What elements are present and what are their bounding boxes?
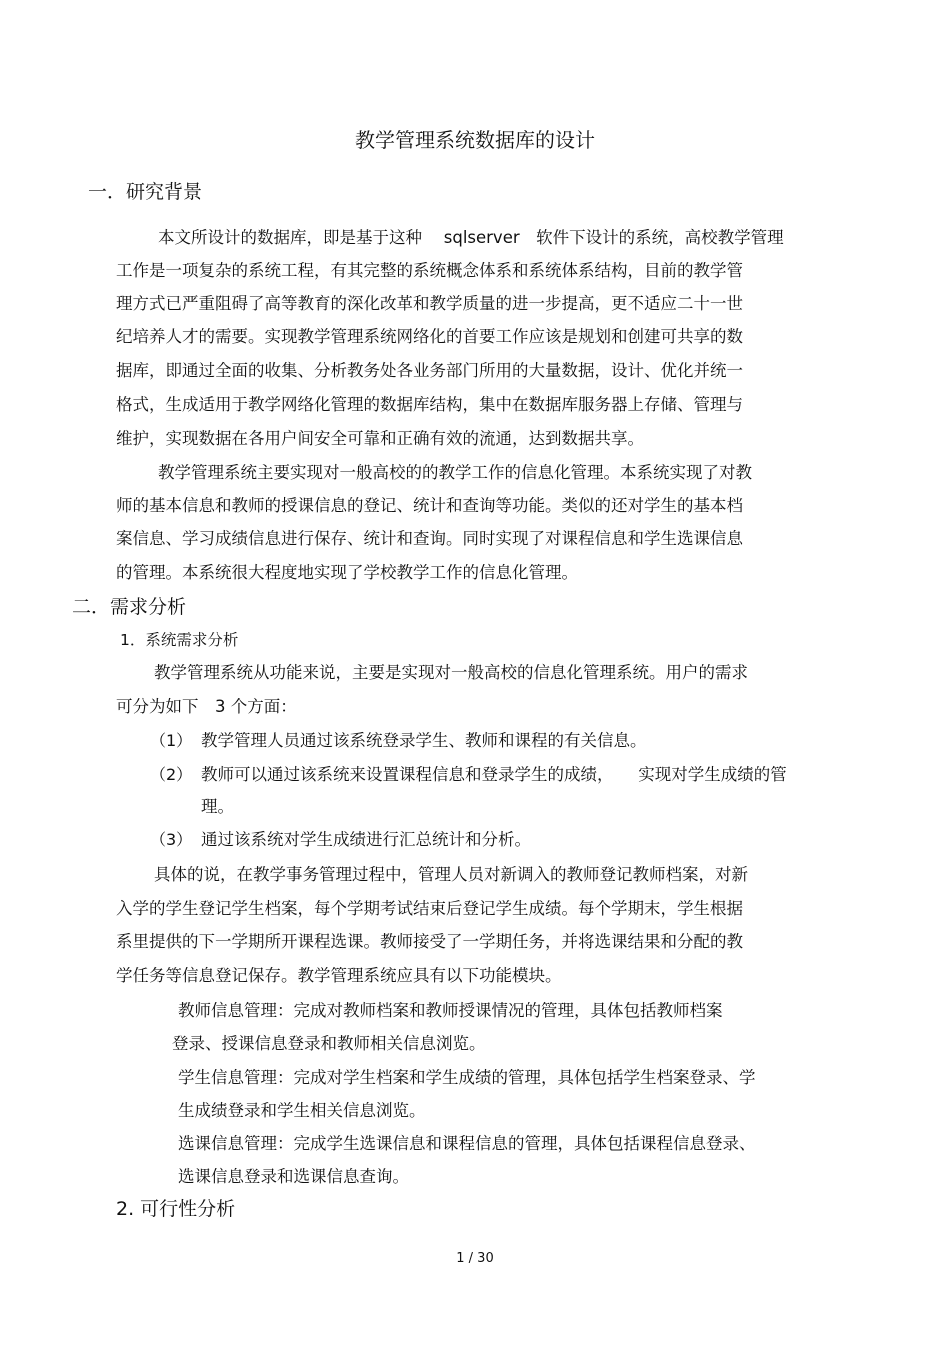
page-number: 1 / 30 <box>456 1251 494 1266</box>
text-line: 工作是一项复杂的系统工程，有其完整的系统概念体系和系统体系结构，目前的教学管 <box>116 261 743 280</box>
text-line: 纪培养人才的需要。实现教学管理系统网络化的首要工作应该是规划和创建可共享的数 <box>116 327 743 346</box>
section-heading-requirements-analysis: 二．需求分析 <box>72 596 187 618</box>
text-line: 学任务等信息登记保存。教学管理系统应具有以下功能模块。 <box>116 966 562 985</box>
list-item-number: （3） <box>150 830 193 849</box>
text-line: 入学的学生登记学生档案，每个学期考试结束后登记学生成绩。每个学期末，学生根据 <box>116 899 743 918</box>
text-line: 教学管理系统主要实现对一般高校的的教学工作的信息化管理。本系统实现了对教 <box>158 463 752 482</box>
text-line: 格式，生成适用于教学网络化管理的数据库结构，集中在数据库服务器上存储、管理与 <box>116 395 743 414</box>
list-item-text: 教师可以通过该系统来设置课程信息和登录学生的成绩， 实现对学生成绩的管 <box>201 765 787 784</box>
text-line: 具体的说，在教学事务管理过程中，管理人员对新调入的教师登记教师档案，对新 <box>154 865 748 884</box>
text-line: 师的基本信息和教师的授课信息的登记、统计和查询等功能。类似的还对学生的基本档 <box>116 496 743 515</box>
text-line: 理方式已严重阻碍了高等教育的深化改革和教学质量的进一步提高，更不适应二十一世 <box>116 294 743 313</box>
text-line: 生成绩登录和学生相关信息浏览。 <box>178 1101 426 1120</box>
text-line: 的管理。本系统很大程度地实现了学校教学工作的信息化管理。 <box>116 563 578 582</box>
subsection-heading-system-requirements: 1．系统需求分析 <box>120 631 239 649</box>
list-item-text: 理。 <box>201 797 234 816</box>
text-line: 本文所设计的数据库，即是基于这种 sqlserver 软件下设计的系统，高校教学管理 <box>158 228 784 247</box>
text-line: 案信息、学习成绩信息进行保存、统计和查询。同时实现了对课程信息和学生选课信息 <box>116 529 743 548</box>
section-heading-research-background: 一．研究背景 <box>88 181 203 203</box>
document-title: 教学管理系统数据库的设计 <box>355 128 595 152</box>
subsection-heading-feasibility-analysis: 2. 可行性分析 <box>116 1198 236 1220</box>
text-line: 据库，即通过全面的收集、分析教务处各业务部门所用的大量数据，设计、优化并统一 <box>116 361 743 380</box>
list-item-number: （1） <box>150 731 193 750</box>
text-line: 可分为如下 3 个方面： <box>116 697 297 716</box>
list-item-text: 通过该系统对学生成绩进行汇总统计和分析。 <box>201 830 531 849</box>
text-line: 教师信息管理：完成对教师档案和教师授课情况的管理，具体包括教师档案 <box>178 1001 723 1020</box>
text-line: 维护，实现数据在各用户间安全可靠和正确有效的流通，达到数据共享。 <box>116 429 644 448</box>
text-line: 学生信息管理：完成对学生档案和学生成绩的管理，具体包括学生档案登录、学 <box>178 1068 756 1087</box>
text-line: 选课信息管理：完成学生选课信息和课程信息的管理，具体包括课程信息登录、 <box>178 1134 756 1153</box>
text-line: 选课信息登录和选课信息查询。 <box>178 1167 409 1186</box>
list-item-text: 教学管理人员通过该系统登录学生、教师和课程的有关信息。 <box>201 731 647 750</box>
text-line: 登录、授课信息登录和教师相关信息浏览。 <box>172 1034 486 1053</box>
list-item-number: （2） <box>150 765 193 784</box>
text-line: 教学管理系统从功能来说，主要是实现对一般高校的信息化管理系统。用户的需求 <box>154 663 748 682</box>
text-line: 系里提供的下一学期所开课程选课。教师接受了一学期任务，并将选课结果和分配的教 <box>116 932 743 951</box>
